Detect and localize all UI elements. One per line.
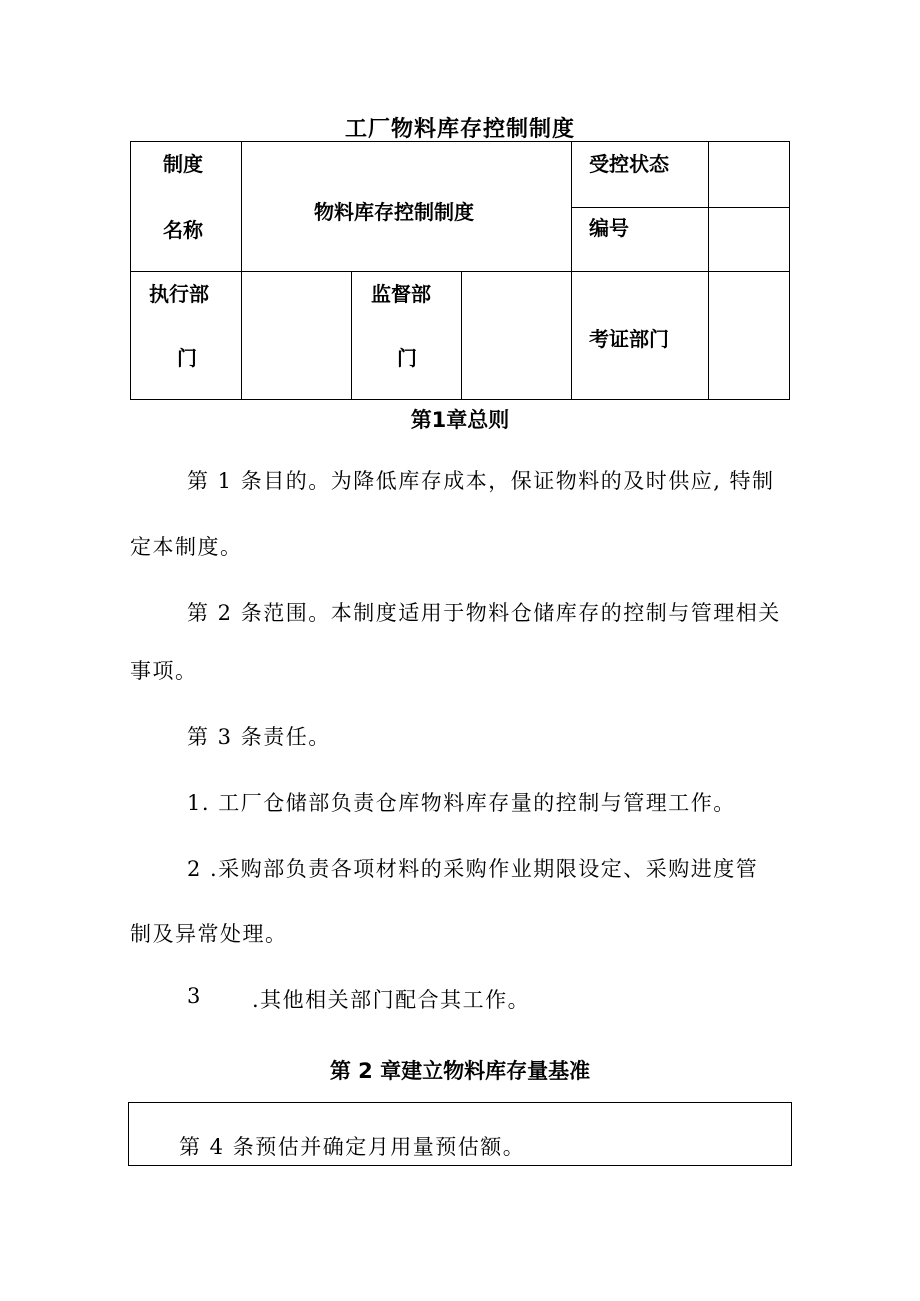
- article3: 第 3 条责任。: [187, 725, 331, 749]
- chapter1-heading: 第1章总则: [410, 408, 510, 432]
- article4-box: [128, 1102, 792, 1166]
- responsibility-item3-number: 3: [187, 984, 202, 1008]
- chapter2-heading: 第 2 章建立物料库存量基准: [329, 1059, 591, 1083]
- responsibility-item1: 1. 工厂仓储部负责仓库物料库存量的控制与管理工作。: [187, 791, 736, 815]
- supervise-dept-label-line1: 监督部: [371, 282, 431, 306]
- table-line: [571, 207, 789, 208]
- control-status-label: 受控状态: [589, 152, 669, 176]
- article4: 第 4 条预估并确定月用量预估额。: [179, 1135, 526, 1159]
- name-value: 物料库存控制制度: [314, 200, 474, 224]
- exec-dept-label-line2: 门: [177, 346, 197, 370]
- article2-line2: 事项。: [130, 659, 198, 683]
- supervise-dept-label-line2: 门: [397, 346, 417, 370]
- table-line: [131, 271, 789, 272]
- audit-dept-label: 考证部门: [589, 327, 669, 351]
- header-table: [130, 141, 790, 400]
- article1-line2: 定本制度。: [130, 535, 243, 559]
- document-title: 工厂物料库存控制制度: [344, 117, 575, 142]
- name-label-line2: 名称: [163, 218, 203, 242]
- name-label-line1: 制度: [163, 152, 203, 176]
- table-line: [461, 271, 462, 400]
- number-label: 编号: [589, 216, 629, 240]
- responsibility-item3-text: .其他相关部门配合其工作。: [252, 988, 531, 1012]
- article2-line1: 第 2 条范围。本制度适用于物料仓储库存的控制与管理相关: [187, 601, 781, 625]
- table-line: [351, 271, 352, 400]
- responsibility-item2-line1: 2 .采购部负责各项材料的采购作业期限设定、采购进度管: [187, 857, 759, 881]
- article1-line1: 第 1 条目的。为降低库存成本，保证物料的及时供应, 特制: [187, 469, 775, 493]
- exec-dept-label-line1: 执行部: [149, 282, 209, 306]
- responsibility-item2-line2: 制及异常处理。: [130, 922, 288, 946]
